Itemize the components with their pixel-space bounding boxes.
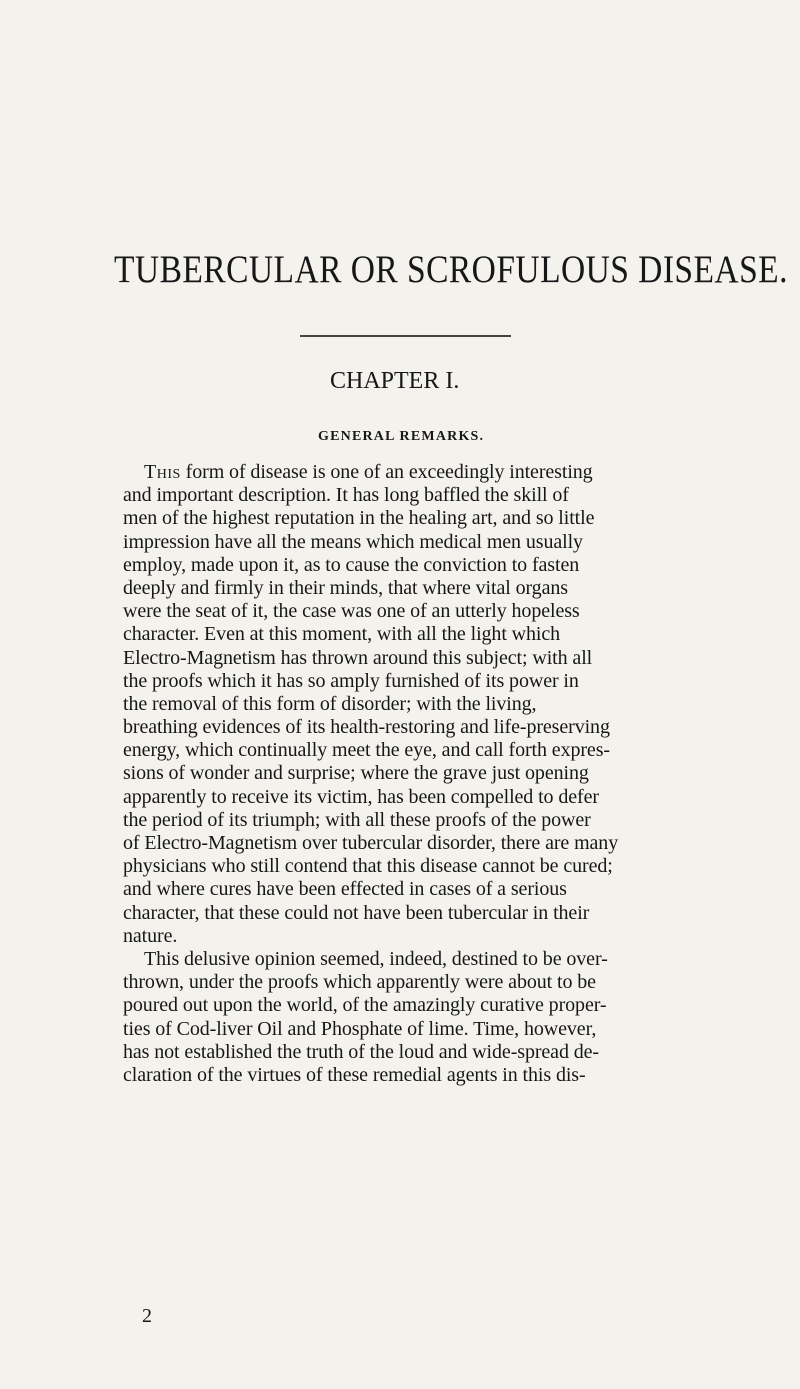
text-line: ties of Cod-liver Oil and Phosphate of lime. Time, however, bbox=[123, 1017, 597, 1040]
text-line: has not established the truth of the loud and wide-spread de- bbox=[123, 1040, 599, 1063]
text-line: impression have all the means which medical men usually bbox=[123, 530, 583, 553]
text-line: physicians who still contend that this disease cannot be cured; bbox=[123, 855, 613, 878]
body-text bbox=[123, 461, 685, 1087]
text-line: claration of the virtues of these remedial agents in this dis- bbox=[123, 1063, 586, 1086]
title-divider bbox=[300, 335, 511, 337]
drop-word: This bbox=[144, 461, 181, 483]
text-line: character, that these could not have been tubercular in their bbox=[123, 901, 590, 924]
section-subheading: GENERAL REMARKS. bbox=[318, 429, 485, 444]
text-line bbox=[123, 461, 685, 484]
text-line-rest: form of disease is one of an exceedingly interesting bbox=[180, 461, 593, 483]
text-line: and where cures have been effected in cases of a serious bbox=[123, 878, 567, 901]
text-line: apparently to receive its victim, has been compelled to defer bbox=[123, 785, 599, 808]
text-line: the proofs which it has so amply furnished of its power in bbox=[123, 669, 579, 692]
signature-mark: 2 bbox=[142, 1305, 152, 1327]
text-line: This delusive opinion seemed, indeed, destined to be over- bbox=[144, 947, 608, 970]
text-line: poured out upon the world, of the amazingly curative proper- bbox=[123, 994, 607, 1017]
text-line: of Electro-Magnetism over tubercular disorder, there are many bbox=[123, 832, 619, 854]
text-line: thrown, under the proofs which apparently were about to be bbox=[123, 971, 596, 994]
text-line: the period of its triumph; with all these proofs of the power bbox=[123, 808, 591, 831]
text-line: employ, made upon it, as to cause the conviction to fasten bbox=[123, 553, 580, 576]
text-line: energy, which continually meet the eye, and call forth expres- bbox=[123, 739, 610, 762]
chapter-heading: CHAPTER I. bbox=[330, 368, 460, 394]
text-line: nature. bbox=[123, 924, 178, 947]
page-title: TUBERCULAR OR SCROFULOUS DISEASE. bbox=[114, 248, 788, 291]
text-line: the removal of this form of disorder; with the living, bbox=[123, 692, 537, 715]
text-line: breathing evidences of its health-restoring and life-preserving bbox=[123, 716, 610, 739]
text-line: deeply and firmly in their minds, that where vital organs bbox=[123, 576, 568, 599]
text-line: Electro-Magnetism has thrown around this subject; with all bbox=[123, 646, 593, 669]
text-line: men of the highest reputation in the healing art, and so little bbox=[123, 507, 595, 530]
text-line: sions of wonder and surprise; where the grave just opening bbox=[123, 762, 589, 785]
text-line: were the seat of it, the case was one of an utterly hopeless bbox=[123, 600, 580, 623]
text-line: and important description. It has long baffled the skill of bbox=[123, 484, 569, 507]
text-line: character. Even at this moment, with all the light which bbox=[123, 623, 561, 646]
